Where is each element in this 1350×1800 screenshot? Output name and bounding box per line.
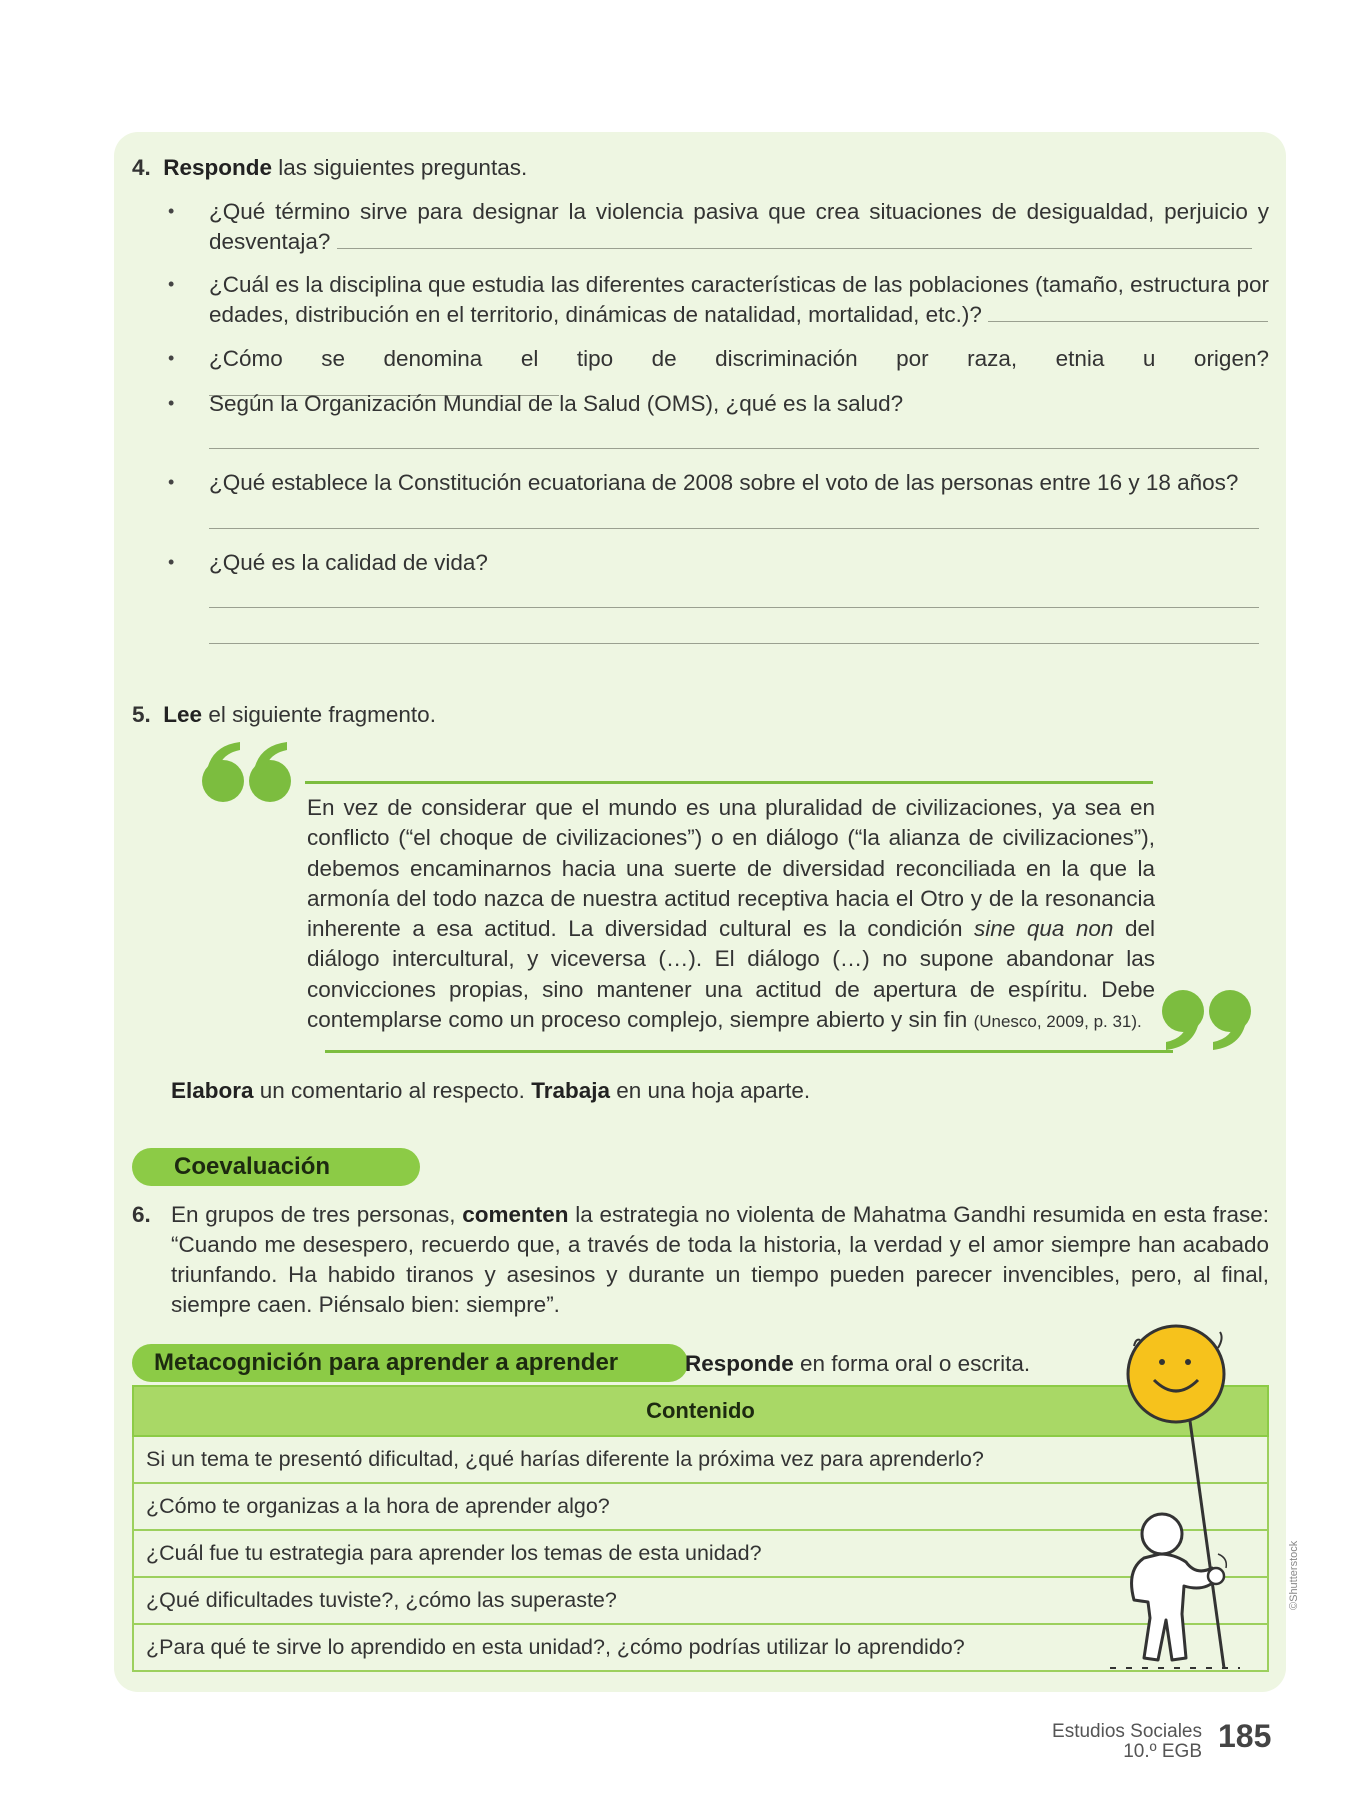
bullet: •	[168, 472, 175, 492]
question-5-instruction: Elabora un comentario al respecto. Trabaja en una hoja aparte.	[171, 1078, 811, 1103]
open-quote-icon	[200, 740, 300, 802]
answer-line[interactable]	[209, 448, 1259, 449]
table-row: Si un tema te presentó dificultad, ¿qué harías diferente la próxima vez para aprenderlo?	[133, 1436, 1268, 1483]
bullet: •	[168, 201, 175, 221]
question-5-heading: 5. Lee el siguiente fragmento.	[132, 702, 436, 727]
question-4-item: ¿Cómo se denomina el tipo de discriminación por raza, etnia u origen?	[209, 344, 1269, 404]
answer-line[interactable]	[209, 607, 1259, 608]
image-credit: ©Shutterstock	[1288, 1540, 1300, 1610]
quote-top-rule	[305, 781, 1153, 784]
table-header: Contenido	[133, 1386, 1268, 1436]
question-4-item: ¿Qué establece la Constitución ecuatoriana de 2008 sobre el voto de las personas entre 16 y 18 años?	[209, 470, 1239, 495]
metacognition-table	[132, 1385, 1269, 1672]
bullet: •	[168, 348, 175, 368]
footer-book-title: Estudios Sociales 10.º EGB	[1052, 1721, 1202, 1762]
table-row: ¿Cuál fue tu estrategia para aprender los temas de esta unidad?	[133, 1530, 1268, 1577]
question-6-text: En grupos de tres personas, comenten la estrategia no violenta de Mahatma Gandhi resumida en esta frase: “Cuando me desespero, recuerdo que, a través de toda la historia, la verdad y el amor siempre han acabado triunfando. Ha habido tiranos y asesinos y durante un tiempo pueden parecer invencibles, pero, al final, siempre caen. Piénsalo bien: siempre”.	[171, 1202, 1269, 1317]
answer-line[interactable]	[337, 247, 1252, 249]
page-number: 185	[1218, 1718, 1272, 1754]
question-4-item: ¿Qué término sirve para designar la violencia pasiva que crea situaciones de desigualdad, perjuicio y desventaja?	[209, 199, 1269, 254]
question-4-item: ¿Qué es la calidad de vida?	[209, 550, 488, 575]
answer-line[interactable]	[209, 528, 1259, 529]
close-quote-icon	[1160, 990, 1260, 1052]
answer-line[interactable]	[209, 643, 1259, 644]
quote-text: En vez de considerar que el mundo es una pluralidad de civilizaciones, ya sea en conflicto (“el choque de civilizaciones”) o en diálogo (“la alianza de civilizaciones”), debemos encaminarnos hacia una suerte de diversidad reconciliada en la que la armonía del todo nazca de nuestra actitud receptiva hacia el Otro y de la resonancia inherente a esa actitud. La diversidad cultural es la condición sine qua non del diálogo intercultural, y viceversa (…). El diálogo (…) no supone abandonar las convicciones propias, sino mantener una actitud de apertura de espíritu. Debe contemplarse como un proceso complejo, siempre abierto y sin fin (Unesco, 2009, p. 31).	[307, 795, 1156, 1033]
bullet: •	[168, 274, 175, 294]
coevaluacion-label: Coevaluación	[132, 1148, 420, 1186]
question-4-item: ¿Cuál es la disciplina que estudia las diferentes características de las poblaciones (tamaño, estructura por edades, distribución en el territorio, dinámicas de natalidad, mortalidad, etc.)?	[209, 272, 1269, 327]
question-6-number: 6.	[132, 1202, 151, 1227]
answer-line[interactable]	[988, 320, 1268, 322]
question-4-item: Según la Organización Mundial de la Salud (OMS), ¿qué es la salud?	[209, 391, 904, 416]
quote-bottom-rule	[325, 1050, 1173, 1053]
bullet: •	[168, 393, 175, 413]
bullet: •	[168, 552, 175, 572]
metacognicion-instruction: Responde en forma oral o escrita.	[685, 1351, 1031, 1376]
stick-figure-with-smiley-illustration	[1100, 1318, 1260, 1690]
table-row: ¿Qué dificultades tuviste?, ¿cómo las superaste?	[133, 1577, 1268, 1624]
question-4-heading: 4. Responde las siguientes preguntas.	[132, 155, 528, 180]
table-row: ¿Para qué te sirve lo aprendido en esta unidad?, ¿cómo podrías utilizar lo aprendido?	[133, 1624, 1268, 1671]
metacognicion-label: Metacognición para aprender a aprender	[132, 1344, 688, 1382]
table-row: ¿Cómo te organizas a la hora de aprender algo?	[133, 1483, 1268, 1530]
